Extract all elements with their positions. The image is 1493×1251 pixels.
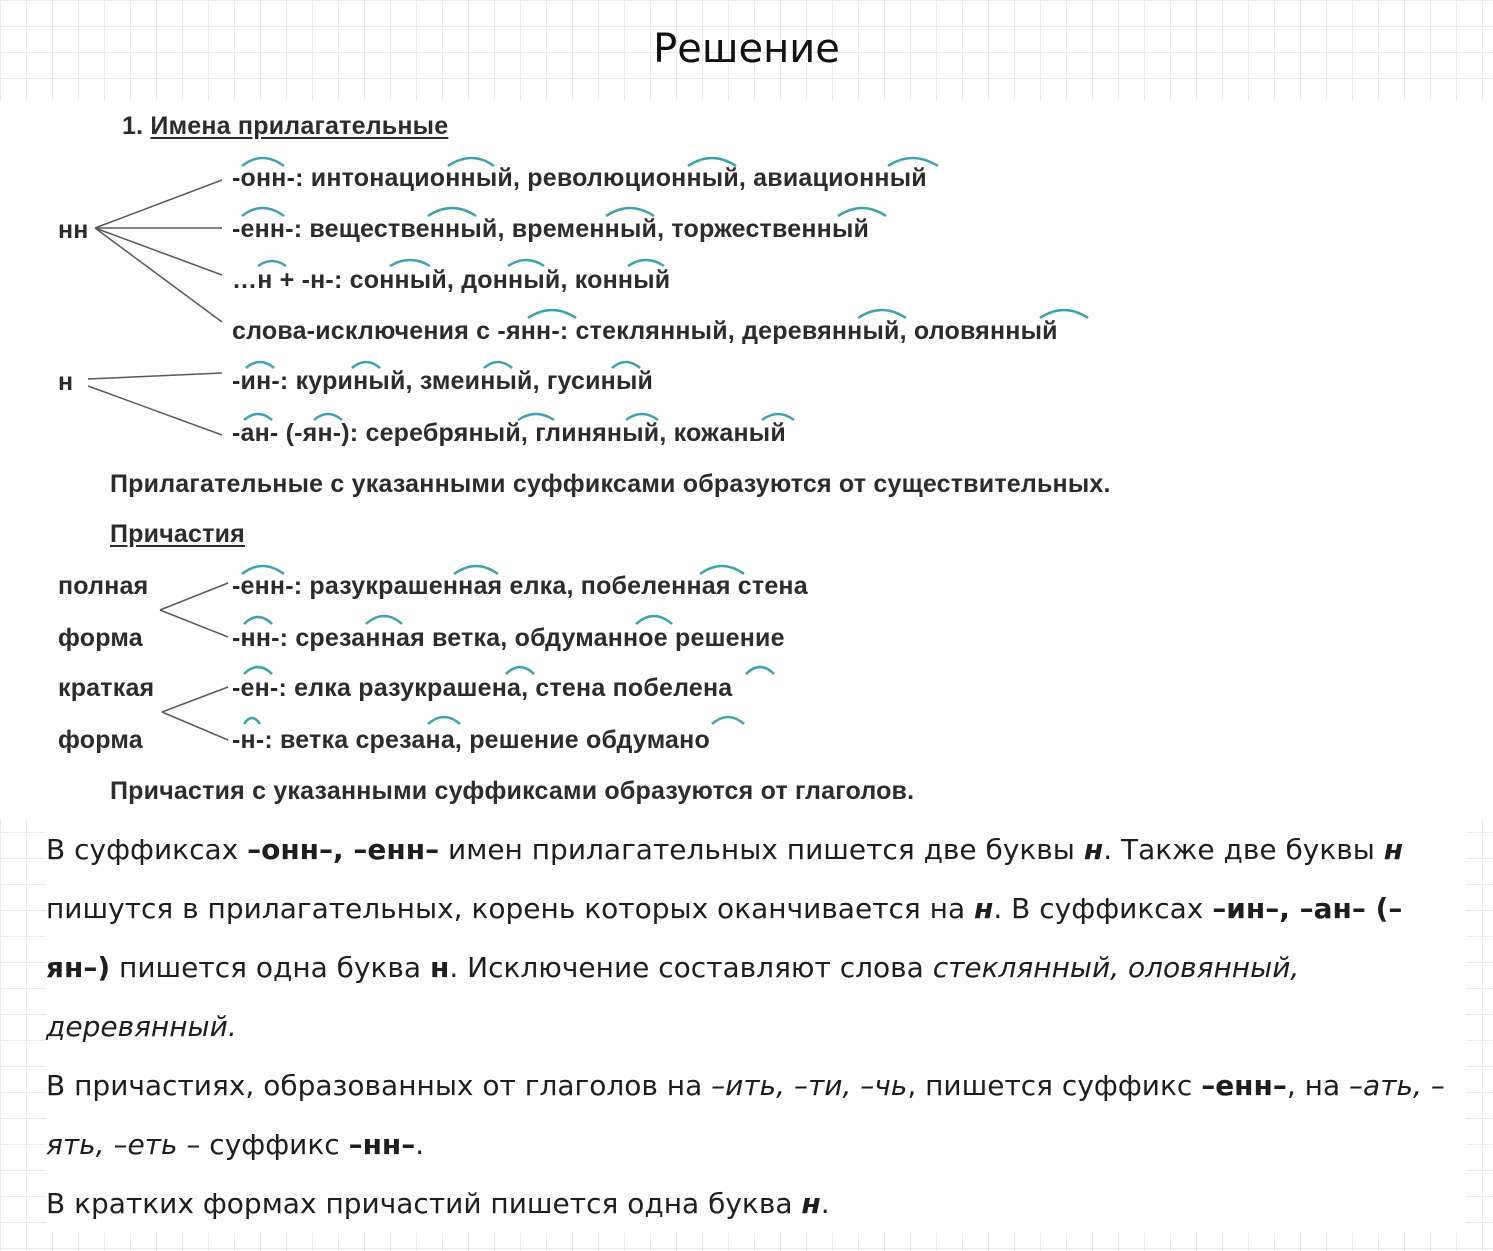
letter-emphasis: н [1083,833,1104,866]
suffix-bold: –онн–, –енн– [247,833,440,866]
text-run: В суффиксах [46,833,248,866]
participle-row: -енн-: разукрашенная елка, побеленная стена [232,572,808,600]
full-form-label: полная [58,572,149,600]
example-words: стеклянный, оловянный, деревянный. [46,951,1300,1043]
text-run: В причастиях, образованных от глаголов на [46,1069,712,1102]
participle-row: -нн-: срезанная ветка, обдуманное решение [232,624,785,652]
text-run: пишется одна буква [110,951,430,984]
suffix-arc [428,717,460,724]
adj-row: слова-исключения с -янн-: стеклянный, деревянный, оловянный [232,317,1058,345]
page-title: Решение [653,26,840,72]
text-run: – суффикс [177,1128,349,1161]
adj-row: -ин-: куриный, змеиный, гусиный [232,367,654,395]
suffix-arc [366,616,402,624]
scheme-lines [0,100,1493,820]
spelling-scheme [0,100,1493,820]
connector-line [95,180,222,228]
explanation-paragraph [46,1174,1466,1233]
adj-heading-number: 1. [122,112,144,140]
verb-endings: –ать, –ять, –еть [46,1069,1445,1161]
text-run: . Также две буквы [1103,833,1384,866]
suffix-bold: –ин–, –ан– (–ян–) [46,892,1403,984]
letter-emphasis: н [801,1187,821,1220]
suffix-bold: –нн– [348,1128,416,1161]
connector-line [95,228,222,275]
participles-note: Причастия с указанными суффиксами образуются от глаголов. [110,777,915,805]
participle-row: -ен-: елка разукрашена, стена побелена [232,674,733,702]
text-run: В кратких формах причастий пишется одна буква [46,1187,802,1220]
explanation [46,820,1466,1233]
adj-row: -онн-: интонационный, революционный, авиационный [232,164,927,192]
suffix-arc [746,667,774,674]
text-run: . [415,1128,425,1161]
connector-line [162,712,228,740]
verb-endings: –ить, –ти, –чь [711,1069,908,1102]
short-form-label: краткая [58,674,155,702]
suffix-arc [244,667,272,674]
connector-line [95,228,222,322]
letter-emphasis: н [1383,833,1404,866]
adj-note: Прилагательные с указанными суффиксами образуются от существительных. [110,470,1111,498]
text-run: , пишется суффикс [907,1069,1202,1102]
connector-line [162,687,228,712]
suffix-arc [244,617,272,624]
connector-line [160,583,228,610]
text-run: . [820,1187,830,1220]
participles-heading: Причастия [110,520,245,548]
explanation-paragraph [46,820,1466,1056]
suffix-bold: –енн– [1201,1069,1287,1102]
letter-emphasis: н [974,892,994,925]
adj-heading-text: Имена прилагательные [150,112,449,140]
full-form-label: форма [58,624,143,652]
connector-line [88,373,222,379]
suffix-arc [506,667,534,674]
adj-row: …н + -н-: сонный, донный, конный [232,266,671,294]
letter-emphasis: н [430,951,450,984]
connector-line [88,386,222,435]
connector-line [160,610,228,637]
text-run: , на [1286,1069,1350,1102]
text-run: имен прилагательных пишется две буквы [439,833,1084,866]
nn-label: нн [58,216,89,244]
explanation-paragraph [46,1056,1466,1174]
short-form-label: форма [58,726,143,754]
text-run: . Исключение составляют слова [449,951,933,984]
text-run: пишутся в прилагательных, корень которых оканчивается на [46,892,975,925]
suffix-arc [244,718,260,724]
adj-heading [122,112,448,141]
participle-row: -н-: ветка срезана, решение обдумано [232,726,710,754]
text-run: . В суффиксах [993,892,1213,925]
adj-row: -ан- (-ян-): серебряный, глиняный, кожаный [232,419,786,447]
suffix-arc [712,717,744,724]
n-label: н [58,368,74,396]
suffix-arc [636,616,672,624]
adj-row: -енн-: вещественный, временный, торжественный [232,215,870,243]
